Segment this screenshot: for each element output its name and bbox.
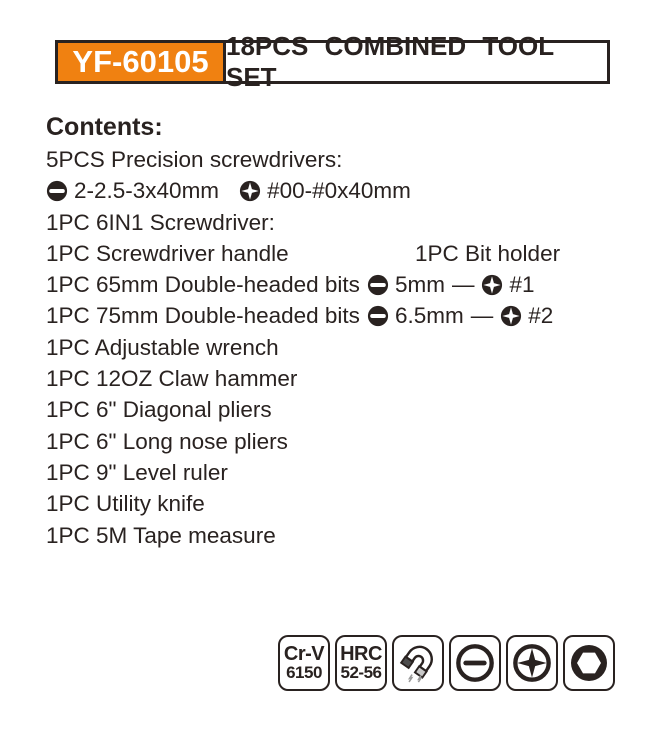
slotted-bit-icon	[367, 305, 389, 327]
contents-section	[46, 111, 560, 551]
bits-75-slotted-size: 6.5mm	[394, 303, 464, 329]
crv-grade: 6150	[286, 663, 322, 682]
list-item: 1PC 5M Tape measure	[46, 522, 276, 548]
precision-label: 5PCS Precision screwdrivers:	[46, 147, 343, 172]
magnet-icon	[397, 642, 439, 684]
precision-sizes-line	[46, 175, 560, 206]
badge-crv-steel	[278, 635, 330, 691]
badge-phillips	[506, 635, 558, 691]
badge-slotted	[449, 635, 501, 691]
contents-heading: Contents:	[46, 113, 163, 141]
list-item: 1PC Utility knife	[46, 491, 205, 517]
bits-65-slotted-size: 5mm	[394, 272, 445, 298]
phillips-bit-icon	[481, 274, 503, 296]
slotted-sizes: 2-2.5-3x40mm	[74, 178, 220, 204]
badge-hex-socket	[563, 635, 615, 691]
list-item: 1PC 12OZ Claw hammer	[46, 366, 298, 392]
handle-and-bitholder-line	[46, 238, 560, 269]
dash-separator: —	[451, 272, 475, 298]
product-title: 18PCS COMBINED TOOL SET	[226, 31, 554, 92]
list-item: 1PC 6" Long nose pliers	[46, 428, 288, 454]
phillips-screw-icon	[512, 643, 552, 683]
bits-75-phillips-size: #2	[528, 303, 554, 329]
bits-75mm-line	[46, 300, 560, 331]
list-item: 1PC Adjustable wrench	[46, 334, 279, 360]
model-number-badge: YF-60105	[58, 43, 226, 81]
hex-socket-icon	[569, 643, 609, 683]
six-in-one-line	[46, 207, 560, 238]
precision-screwdrivers-line	[46, 144, 560, 175]
dash-separator: —	[470, 303, 494, 329]
badge-hrc-hardness	[335, 635, 387, 691]
list-item: 1PC 6" Diagonal pliers	[46, 397, 272, 423]
slotted-screw-icon	[455, 643, 495, 683]
feature-badges	[278, 635, 615, 691]
crv-label: Cr-V	[283, 643, 325, 665]
hrc-label: HRC	[340, 643, 382, 665]
hrc-range: 52-56	[340, 663, 382, 682]
bits-65-phillips-size: #1	[509, 272, 535, 298]
bits-65-label: 1PC 65mm Double-headed bits	[46, 272, 360, 298]
bits-65mm-line	[46, 269, 560, 300]
product-header	[55, 31, 610, 92]
bit-holder-label: 1PC Bit holder	[415, 240, 561, 266]
screwdriver-handle-label: 1PC Screwdriver handle	[46, 240, 289, 266]
slotted-bit-icon	[46, 180, 68, 202]
six-in-one-label: 1PC 6IN1 Screwdriver:	[46, 209, 275, 235]
phillips-bit-icon	[500, 305, 522, 327]
badge-magnetic	[392, 635, 444, 691]
list-item: 1PC 9" Level ruler	[46, 459, 228, 485]
phillips-bit-icon	[239, 180, 261, 202]
slotted-bit-icon	[367, 274, 389, 296]
bits-75-label: 1PC 75mm Double-headed bits	[46, 303, 360, 329]
phillips-sizes: #00-#0x40mm	[267, 178, 411, 204]
